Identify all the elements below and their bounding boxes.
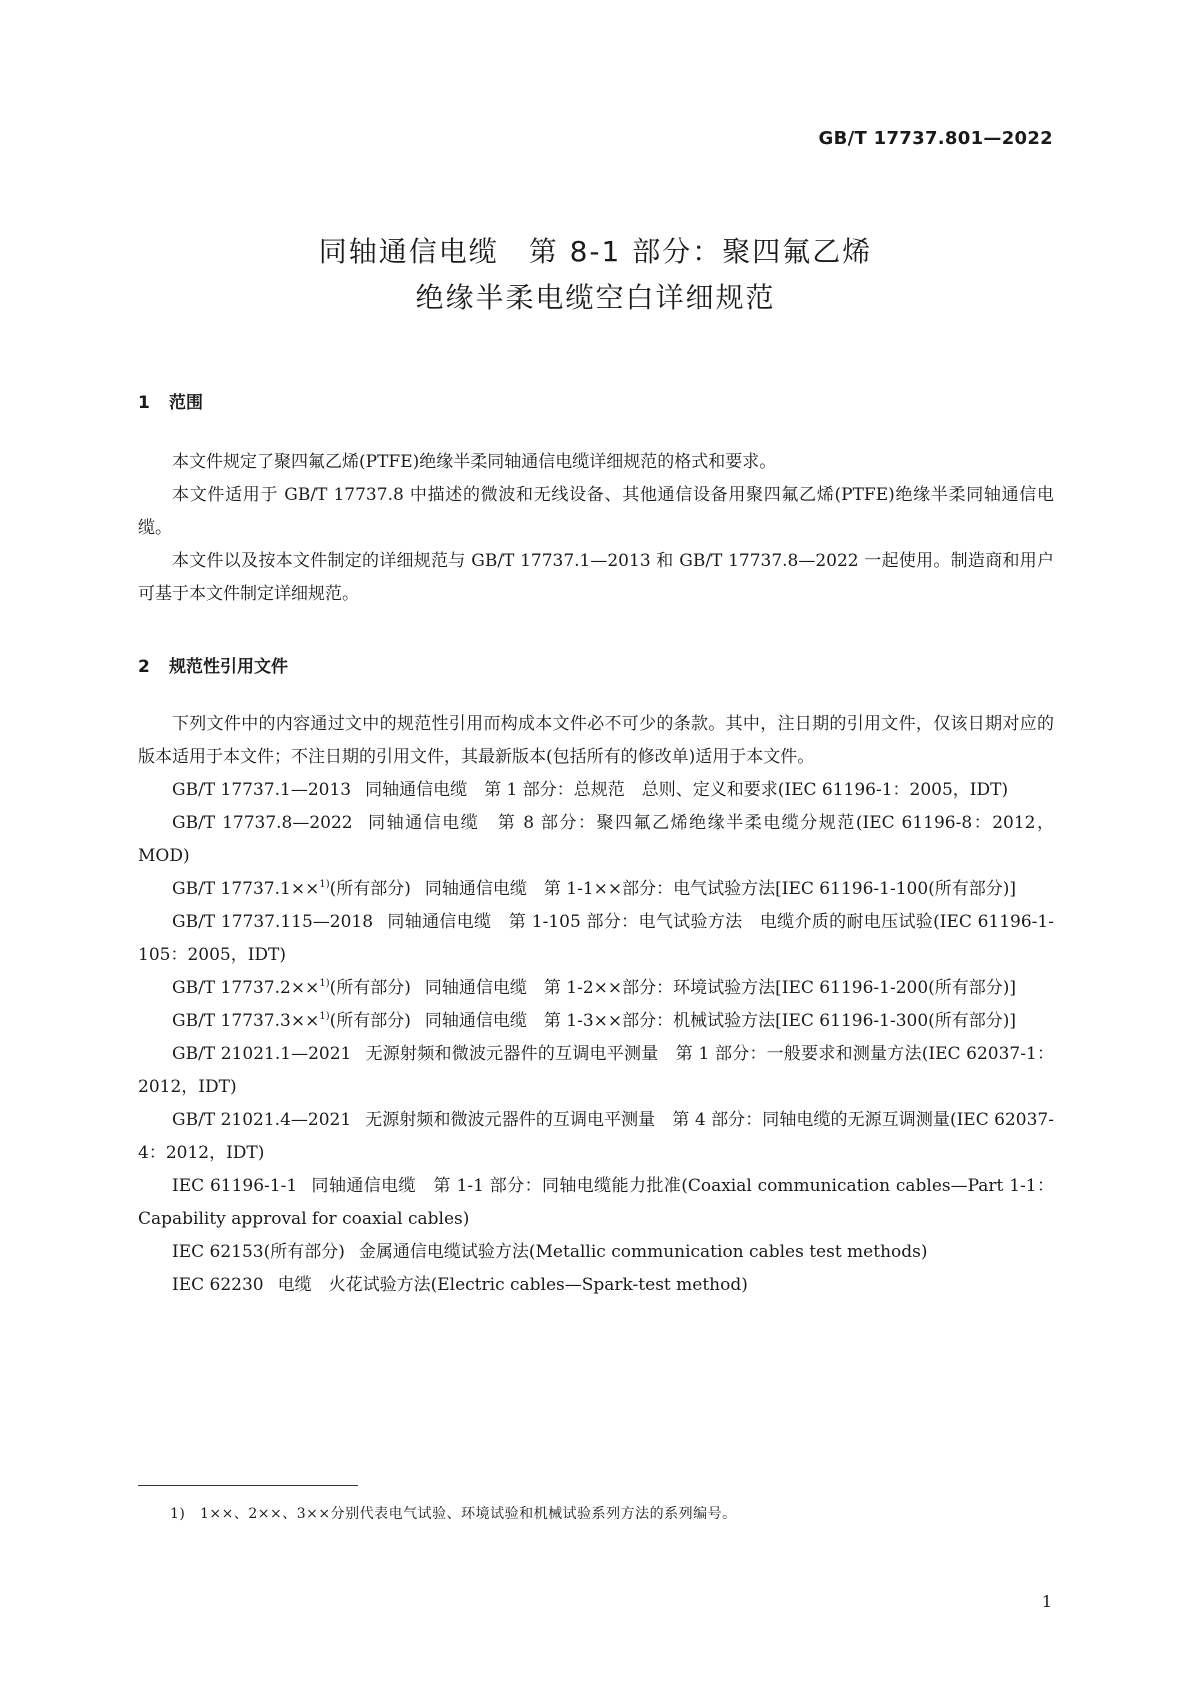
section-2-heading: [138, 652, 288, 677]
reference-item: [138, 972, 1054, 1005]
footnote-ref: 1): [319, 879, 330, 890]
footnote-text: 1××、2××、3××分别代表电气试验、环境试验和机械试验系列方法的系列编号。: [200, 1506, 737, 1522]
reference-scope: (所有部分): [329, 879, 411, 899]
reference-desc: 金属通信电缆试验方法(Metallic communication cables test methods): [358, 1242, 928, 1262]
reference-item: [138, 1170, 1054, 1236]
page-number: 1: [1041, 1592, 1052, 1611]
reference-desc: 同轴通信电缆 第 1-3××部分：机械试验方法[IEC 61196-1-300(所有部分)]: [424, 1011, 1017, 1031]
footnote-ref: 1): [319, 978, 330, 989]
document-title-line-1: 同轴通信电缆 第 8-1 部分：聚四氟乙烯: [318, 235, 873, 268]
reference-desc: 无源射频和微波元器件的互调电平测量 第 1 部分：一般要求和测量方法(IEC 62037-1：2012，IDT): [138, 1044, 1054, 1097]
paragraph: 本文件规定了聚四氟乙烯(PTFE)绝缘半柔同轴通信电缆详细规范的格式和要求。: [172, 452, 777, 472]
reference-code: IEC 62153(所有部分): [172, 1242, 345, 1262]
section-1-heading: [138, 388, 203, 413]
reference-desc: 无源射频和微波元器件的互调电平测量 第 4 部分：同轴电缆的无源互调测量(IEC 62037-4：2012，IDT): [138, 1110, 1054, 1163]
reference-code: GB/T 21021.1—2021: [172, 1044, 352, 1064]
section-number: 1: [138, 393, 150, 413]
paragraph: 本文件适用于 GB/T 17737.8 中描述的微波和无线设备、其他通信设备用聚四氟乙烯(PTFE)绝缘半柔同轴通信电缆。: [138, 485, 1054, 538]
reference-desc: 同轴通信电缆 第 1-1××部分：电气试验方法[IEC 61196-1-100(所有部分)]: [424, 879, 1017, 899]
reference-code: GB/T 21021.4—2021: [172, 1110, 352, 1130]
reference-item: [138, 1269, 1054, 1302]
section-number: 2: [138, 657, 150, 677]
reference-code: GB/T 17737.8—2022: [172, 813, 353, 833]
reference-desc: 同轴通信电缆 第 8 部分：聚四氟乙烯绝缘半柔电缆分规范(IEC 61196-8：2012，MOD): [138, 813, 1055, 866]
reference-item: [138, 1005, 1054, 1038]
document-title-line-2: 绝缘半柔电缆空白详细规范: [415, 281, 776, 314]
reference-item: [138, 1104, 1054, 1170]
reference-code: GB/T 17737.1××: [172, 879, 320, 899]
reference-desc: 同轴通信电缆 第 1-105 部分：电气试验方法 电缆介质的耐电压试验(IEC 61196-1-105：2005，IDT): [138, 912, 1054, 965]
footnote-divider: [138, 1485, 358, 1486]
reference-item: [138, 1236, 1054, 1269]
reference-scope: (所有部分): [329, 1011, 411, 1031]
reference-code: GB/T 17737.1—2013: [172, 780, 352, 800]
section-1-body: [138, 446, 1054, 611]
reference-code: GB/T 17737.3××: [172, 1011, 320, 1031]
section-title: 范围: [169, 393, 203, 413]
footnote-ref: 1): [319, 1011, 330, 1022]
reference-item: [138, 807, 1054, 873]
reference-item: [138, 1038, 1054, 1104]
footnote: [170, 1503, 737, 1523]
section-2-body: [138, 708, 1054, 1302]
standard-code: GB/T 17737.801—2022: [818, 128, 1053, 149]
reference-scope: (所有部分): [329, 978, 411, 998]
reference-item: [138, 774, 1054, 807]
paragraph: 下列文件中的内容通过文中的规范性引用而构成本文件必不可少的条款。其中，注日期的引用文件，仅该日期对应的版本适用于本文件；不注日期的引用文件，其最新版本(包括所有的修改单)适用于本文件。: [138, 714, 1054, 767]
reference-desc: 同轴通信电缆 第 1-2××部分：环境试验方法[IEC 61196-1-200(所有部分)]: [424, 978, 1017, 998]
reference-code: IEC 61196-1-1: [172, 1176, 298, 1196]
reference-code: GB/T 17737.115—2018: [172, 912, 374, 932]
paragraph: 本文件以及按本文件制定的详细规范与 GB/T 17737.1—2013 和 GB/T 17737.8—2022 一起使用。制造商和用户可基于本文件制定详细规范。: [138, 551, 1054, 604]
section-title: 规范性引用文件: [169, 657, 288, 677]
reference-desc: 同轴通信电缆 第 1 部分：总规范 总则、定义和要求(IEC 61196-1：2005，IDT): [365, 780, 1009, 800]
reference-desc: 同轴通信电缆 第 1-1 部分：同轴电缆能力批准(Coaxial communication cables—Part 1-1：Capability approval for coaxial cables): [138, 1176, 1054, 1229]
reference-code: GB/T 17737.2××: [172, 978, 320, 998]
reference-desc: 电缆 火花试验方法(Electric cables—Spark-test method): [277, 1275, 748, 1295]
footnote-mark: 1): [170, 1506, 186, 1522]
reference-item: [138, 873, 1054, 906]
reference-code: IEC 62230: [172, 1275, 264, 1295]
reference-item: [138, 906, 1054, 972]
